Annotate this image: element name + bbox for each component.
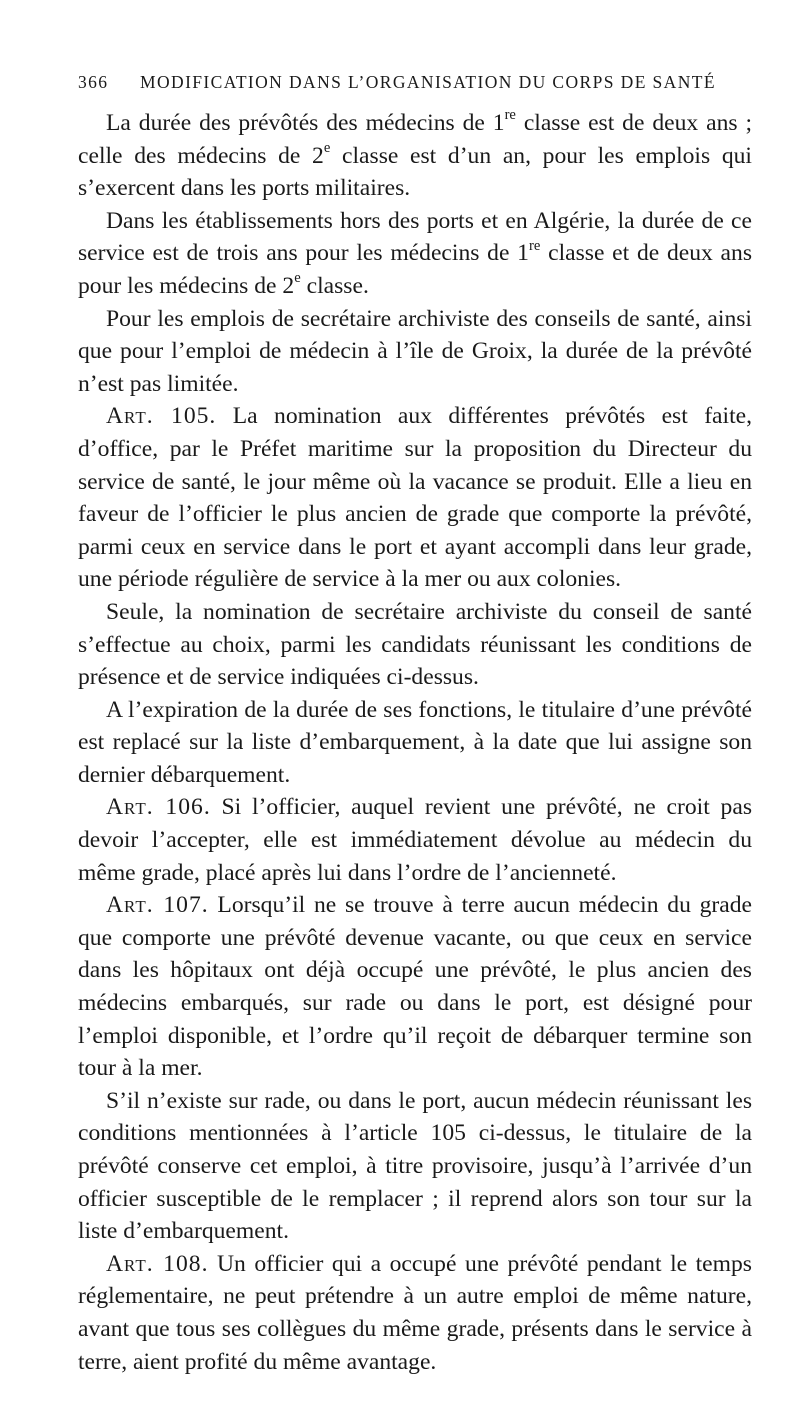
text-run: Dans les établissements hors des ports et en Algérie, la durée de ce service est de trois ans pour les médecins de 1 (78, 207, 752, 267)
paragraph (78, 303, 752, 401)
text-run: Si l’officier, auquel revient une prévôté, ne croit pas devoir l’accepter, elle est immédiatement dévolue au médecin du même grade, placé après lui dans l’ordre de l’ancienneté. (78, 794, 753, 886)
text-run: classe est de deux ans ; celle des médecins de 2 (78, 110, 753, 169)
article-label: Art. 106. (106, 794, 211, 821)
superscript: e (294, 270, 301, 287)
text-run: S’il n’existe sur rade, ou dans le port, aucun médecin réunissant les conditions mentionnées à l’article 105 ci-dessus, le titulaire de la prévôté conserve cet emploi, à titre provisoire, jusqu’à l’arrivée d’un officier susceptible de le remplacer ; il reprend alors son tour sur la liste d’embarquement. (78, 1087, 752, 1245)
text-run: La durée des prévôtés des médecins de 1 (106, 110, 505, 136)
text-run: Lorsqu’il ne se trouve à terre aucun médecin du grade que comporte une prévôté devenue vacante, ou que ceux en service dans les hôpitaux ont déjà occupé une prévôté, le plus ancien des médecins embarqués, sur rade ou dans le port, est désigné pour l’emploi disponible, et l’ordre qu’il reçoit de débarquer termine son tour à la mer. (78, 892, 752, 1082)
article-label: Art. 108. (106, 1250, 209, 1277)
article-paragraph (78, 1248, 752, 1378)
text-run: Pour les emplois de secrétaire archiviste des conseils de santé, ainsi que pour l’emploi de médecin à l’île de Groix, la durée de la prévôté n’est pas limitée. (78, 305, 752, 397)
article-paragraph (78, 791, 752, 889)
paragraph (78, 205, 752, 303)
text-run: La nomination aux différentes prévôtés est faite, d’office, par le Préfet maritime sur la proposition du Directeur du service de santé, le jour même où la vacance se produit. Elle a lieu en faveur de l’officier le plus ancien de grade que comporte la prévôté, parmi ceux en service dans le port et ayant accompli dans leur grade, une période régulière de service à la mer ou aux colonies. (78, 403, 753, 593)
paragraph (78, 1085, 752, 1248)
superscript: re (504, 107, 516, 124)
text-run: A l’expiration de la durée de ses fonctions, le titulaire d’une prévôté est replacé sur la liste d’embarquement, à la date que lui assigne son dernier débarquement. (78, 696, 752, 788)
text-run: classe. (300, 272, 369, 299)
text-run: Un officier qui a occupé une prévôté pendant le temps réglementaire, ne peut prétendre à un autre emploi de même nature, avant que tous ses collègues du même grade, présents dans le service à terre, aient profité du même avantage. (78, 1250, 752, 1375)
running-title: MODIFICATION DANS L’ORGANISATION DU CORPS DE SANTÉ (140, 72, 716, 92)
page-number: 366 (78, 72, 109, 92)
article-label: Art. 107. (106, 892, 209, 919)
paragraph (78, 596, 752, 694)
superscript: e (323, 139, 331, 156)
body-text (78, 107, 752, 1378)
running-head (78, 72, 752, 93)
article-paragraph (78, 400, 752, 596)
article-paragraph (78, 889, 752, 1085)
text-run: Seule, la nomination de secrétaire archiviste du conseil de santé s’effectue au choix, parmi les candidats réunissant les conditions de présence et de service indiquées ci-dessus. (78, 598, 752, 691)
paragraph (78, 694, 752, 792)
text-run: classe et de deux ans pour les médecins de 2 (78, 240, 753, 299)
paragraph (78, 107, 752, 205)
article-label: Art. 105. (106, 403, 217, 430)
superscript: re (528, 237, 541, 254)
text-run: classe est d’un an, pour les emplois qui s’exercent dans les ports militaires. (78, 142, 752, 202)
